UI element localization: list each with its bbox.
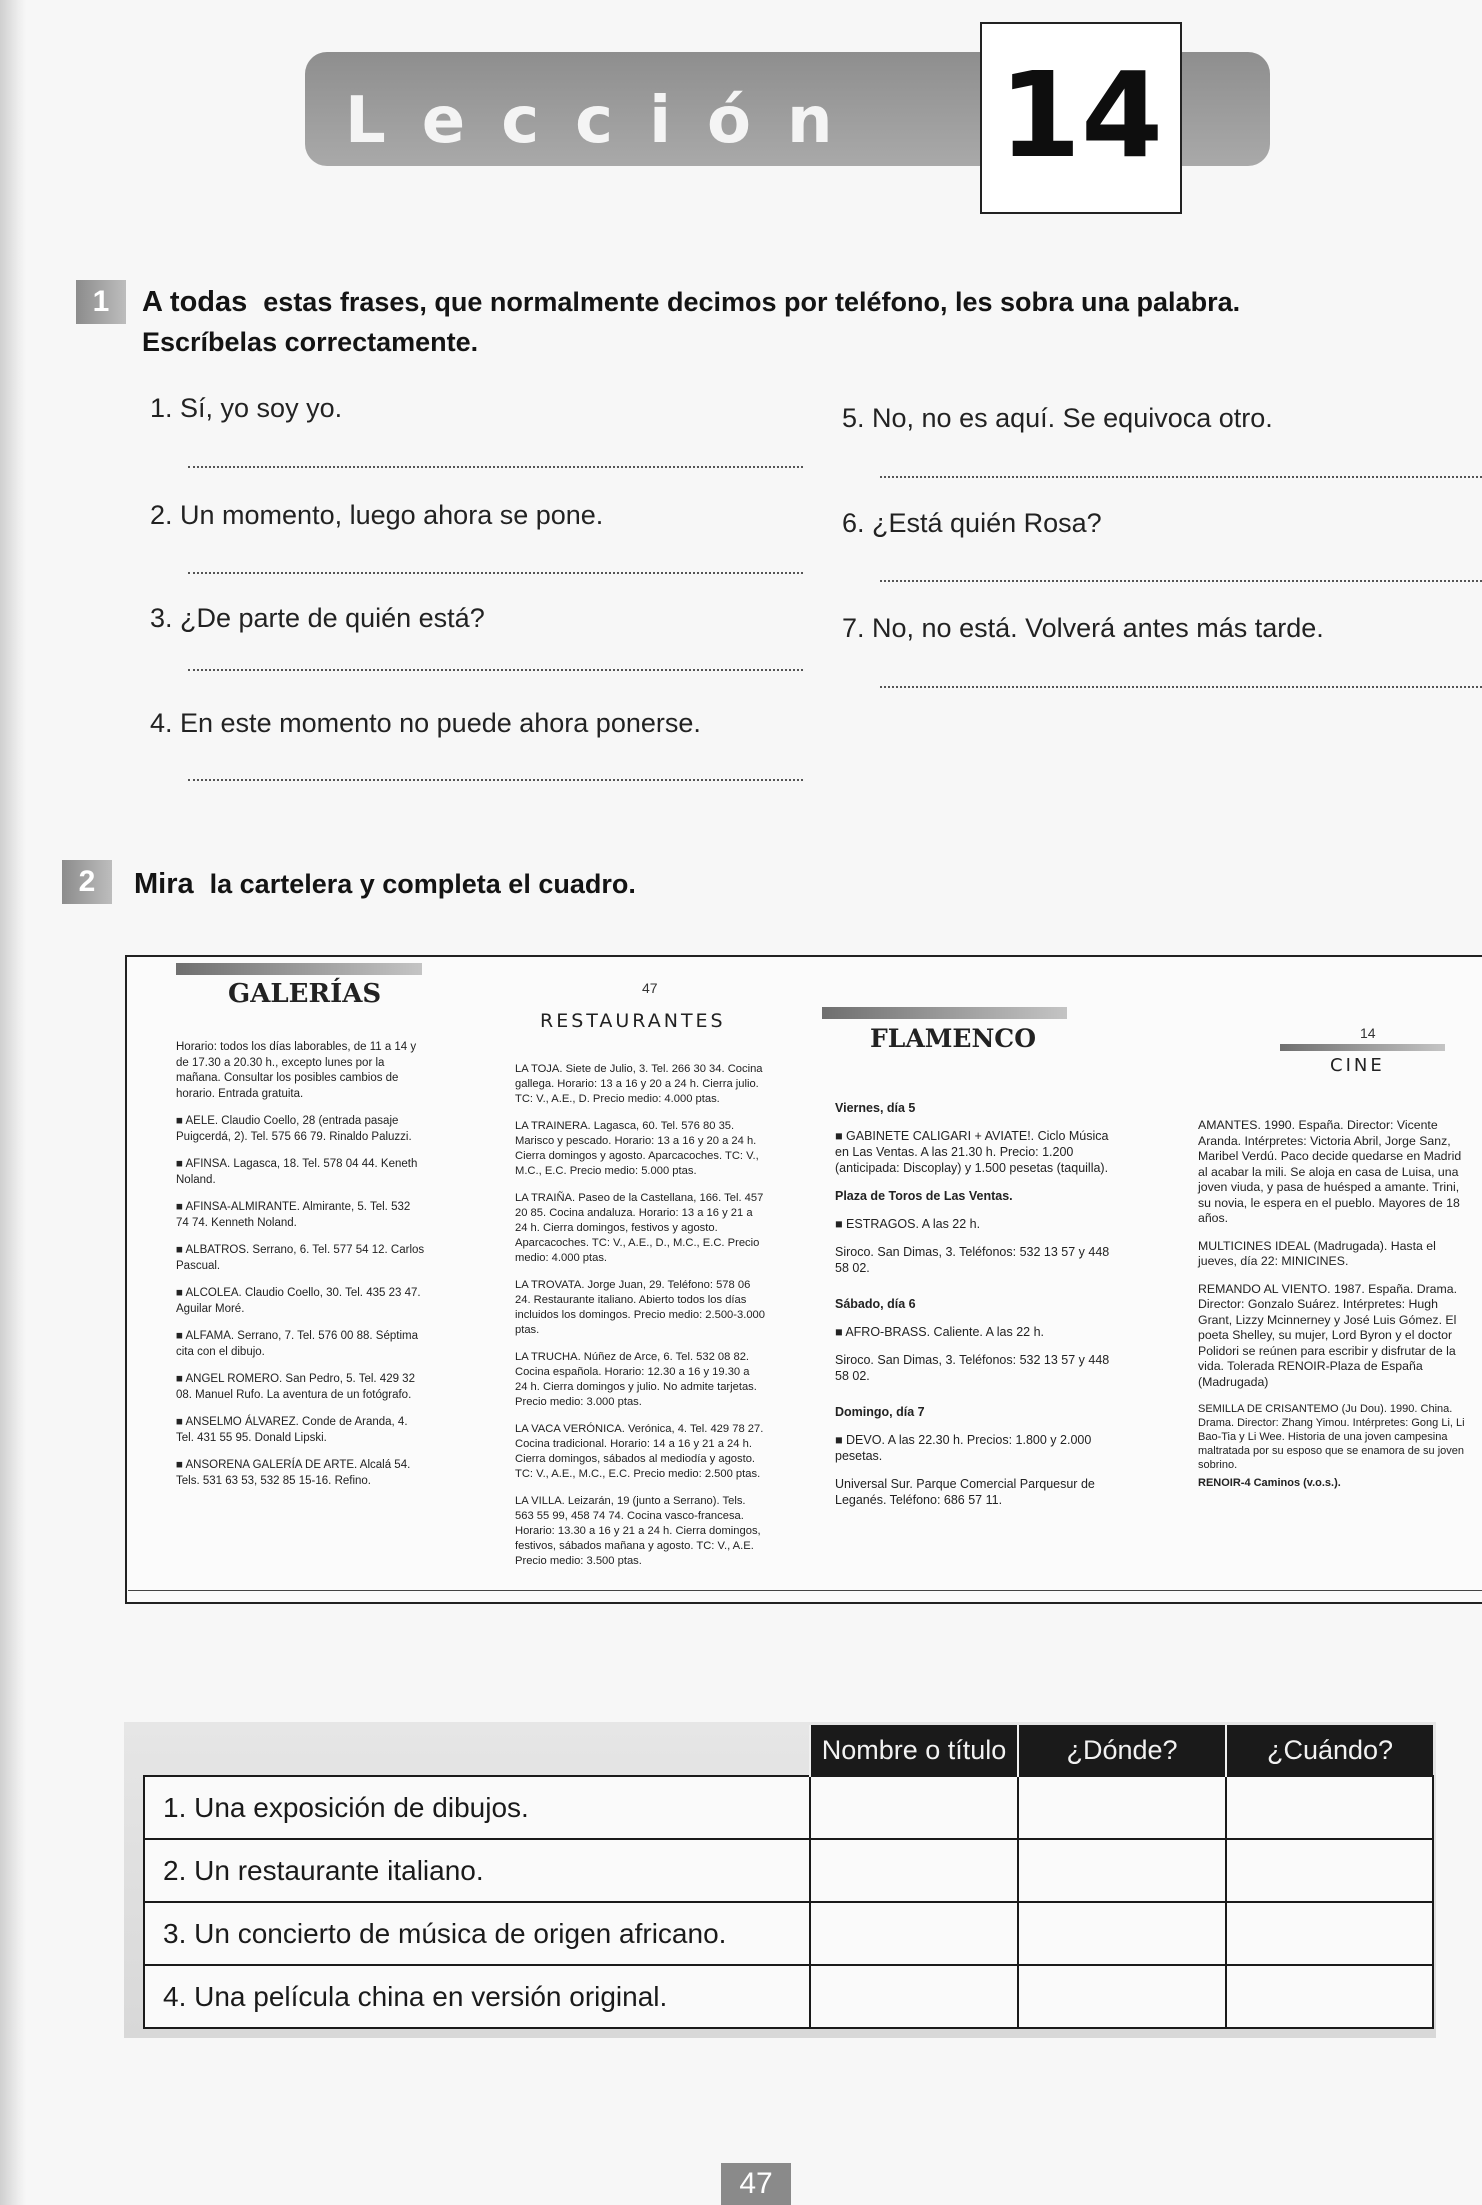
table-corner: [144, 1725, 810, 1776]
flamenco-entry: ■ ESTRAGOS. A las 22 h.: [835, 1217, 981, 1231]
table-row: [144, 1902, 1433, 1965]
galerias-column: [176, 1040, 426, 1501]
flamenco-entry: ■ AFRO-BRASS. Caliente. A las 22 h.: [835, 1325, 1045, 1339]
cine-entry: AMANTES. 1990. España. Director: Vicente Aranda. Intérpretes: Victoria Abril, Jorge Sanz, Maribel Verdú. Paco decide quedarse en Madrid al acabar la mili. Se aloja en casa de Luisa, una joven viuda, y pasa de huésped a amante. Trini, su novia, le espera en el pueblo. Mayores de 18 años.: [1198, 1118, 1462, 1225]
flamenco-column: [835, 1100, 1120, 1520]
exercise-1-text-line1: estas frases, que normalmente decimos por teléfono, les sobra una palabra.: [263, 287, 1241, 317]
flamenco-day: Viernes, día 5: [835, 1101, 916, 1115]
answer-line-4[interactable]: [188, 779, 803, 781]
exercise-1-instruction: [142, 282, 1342, 362]
galerias-entry: ■ AELE. Claudio Coello, 28 (entrada pasaje Puigcerdá, 2). Tel. 575 66 79. Rinaldo Paluzzi.: [176, 1115, 412, 1143]
table-row: [144, 1776, 1433, 1839]
flamenco-entry: ■ DEVO. A las 22.30 h. Precios: 1.800 y 2.000 pesetas.: [835, 1433, 1092, 1463]
lesson-word: Lección: [345, 84, 869, 158]
answer-cell-cuando[interactable]: [1226, 1965, 1433, 2028]
flamenco-venue: Plaza de Toros de Las Ventas.: [835, 1189, 1013, 1203]
restaurante-entry: LA VACA VERÓNICA. Verónica, 4. Tel. 429 78 27. Cocina tradicional. Horario: 14 a 16 y 21 a 24 h. Cierra domingos, sábados al mediodía y agosto. TC: V., A.E., M.C., E.C. Precio medio: 2.500 ptas.: [515, 1423, 764, 1480]
galerias-entry: ■ AFINSA-ALMIRANTE. Almirante, 5. Tel. 532 74 74. Kenneth Noland.: [176, 1201, 411, 1229]
restaurante-entry: LA TROVATA. Jorge Juan, 29. Teléfono: 578 06 24. Restaurante italiano. Abierto todos los días incluidos los domingos. Precio medio: 2.500-3.000 ptas.: [515, 1279, 765, 1336]
restaurante-entry: LA TRUCHA. Núñez de Arce, 6. Tel. 532 08 82. Cocina española. Horario: 12.30 a 16 y 19.30 a 24 h. Cierra domingos y julio. No admite tarjetas. Precio medio: 3.000 ptas.: [515, 1351, 757, 1408]
clipping-bottom-rule: [128, 1590, 1482, 1591]
exercise-1-number: 1: [76, 280, 126, 324]
lesson-number: 14: [998, 46, 1164, 184]
galerias-entry: ■ ANSELMO ÁLVAREZ. Conde de Aranda, 4. Tel. 431 55 95. Donald Lipski.: [176, 1416, 408, 1444]
header-nombre: Nombre o título: [810, 1725, 1018, 1776]
answer-cell-nombre[interactable]: [810, 1839, 1018, 1902]
header-cuando: ¿Cuándo?: [1226, 1725, 1433, 1776]
answer-cell-nombre[interactable]: [810, 1965, 1018, 2028]
flamenco-title: FLAMENCO: [870, 1024, 1036, 1053]
cine-entry: MULTICINES IDEAL (Madrugada). Hasta el jueves, día 22: MINICINES.: [1198, 1238, 1436, 1268]
answer-line-2[interactable]: [188, 572, 803, 574]
answer-line-7[interactable]: [880, 686, 1482, 688]
restaurante-entry: LA TRAINERA. Lagasca, 60. Tel. 576 80 35. Marisco y pescado. Horario: 13 a 16 y 20 a 24 h. Cierra domingos y agosto. Aparcacoches. TC: V., M.C., E.C. Precio medio: 5.000 ptas.: [515, 1120, 759, 1177]
row-label: 4. Una película china en versión original.: [144, 1965, 810, 2028]
galerias-entry: Horario: todos los días laborables, de 11 a 14 y de 17.30 a 20.30 h., excepto lunes por la mañana. Consultar los posibles cambios de horario. Entrada gratuita.: [176, 1041, 417, 1100]
cine-header-bar: [1280, 1044, 1445, 1051]
answer-line-6[interactable]: [880, 580, 1482, 582]
galerias-entry: ■ AFINSA. Lagasca, 18. Tel. 578 04 44. Keneth Noland.: [176, 1158, 418, 1186]
answer-line-1[interactable]: [188, 466, 803, 468]
galerias-entry: ■ ALFAMA. Serrano, 7. Tel. 576 00 88. Séptima cita con el dibujo.: [176, 1330, 418, 1358]
lesson-number-box: [980, 22, 1182, 214]
cine-page-number: 14: [1360, 1025, 1376, 1041]
answer-cell-donde[interactable]: [1018, 1965, 1226, 2028]
galerias-entry: ■ ALCOLEA. Claudio Coello, 30. Tel. 435 23 47. Aguilar Moré.: [176, 1287, 421, 1315]
restaurantes-title: RESTAURANTES: [540, 1010, 726, 1032]
row-label: 3. Un concierto de música de origen africano.: [144, 1902, 810, 1965]
cine-column: [1198, 1118, 1466, 1504]
sentence-6: 6. ¿Está quién Rosa?: [842, 508, 1102, 538]
sentence-4: 4. En este momento no puede ahora ponerse.: [150, 708, 701, 738]
sentence-7: 7. No, no está. Volverá antes más tarde.: [842, 613, 1324, 643]
restaurantes-column: [515, 1062, 765, 1581]
table-row: [144, 1965, 1433, 2028]
exercise-2-lead: Mira: [134, 868, 194, 900]
answer-line-5[interactable]: [880, 476, 1482, 478]
restaurante-entry: LA TRAIÑA. Paseo de la Castellana, 166. Tel. 457 20 85. Cocina andaluza. Horario: 13 a 16 y 21 a 24 h. Cierra domingos, festivos y agosto. Aparcacoches. TC: V., A.E., D., M.C., E.C. Precio medio: 4.000 ptas.: [515, 1192, 764, 1264]
sentence-3: 3. ¿De parte de quién está?: [150, 603, 485, 633]
cine-entry: RENOIR-4 Caminos (v.o.s.).: [1198, 1477, 1341, 1489]
flamenco-venue: Universal Sur. Parque Comercial Parquesur de Leganés. Teléfono: 686 57 11.: [835, 1477, 1095, 1507]
answer-cell-nombre[interactable]: [810, 1902, 1018, 1965]
answer-cell-cuando[interactable]: [1226, 1902, 1433, 1965]
exercise-1-text-line2: Escríbelas correctamente.: [142, 327, 479, 357]
restaurantes-page-number: 47: [642, 980, 658, 996]
flamenco-venue: Siroco. San Dimas, 3. Teléfonos: 532 13 57 y 448 58 02.: [835, 1353, 1110, 1383]
answer-cell-donde[interactable]: [1018, 1776, 1226, 1839]
cine-entry: REMANDO AL VIENTO. 1987. España. Drama. Director: Gonzalo Suárez. Intérpretes: Hugh Grant, Lizzy Mcinnerney y José Luis Gómez. El poeta Shelley, su mujer, Lord Byron y el doctor Polidori se reúnen para escribir y disfrutar de la vida. Tolerada RENOIR-Plaza de España (Madrugada): [1198, 1281, 1458, 1389]
answer-table: [143, 1725, 1434, 2029]
row-label: 2. Un restaurante italiano.: [144, 1839, 810, 1902]
answer-cell-donde[interactable]: [1018, 1839, 1226, 1902]
exercise-2-instruction: [134, 864, 636, 904]
sentence-5: 5. No, no es aquí. Se equivoca otro.: [842, 403, 1273, 433]
restaurante-entry: LA VILLA. Leizarán, 19 (junto a Serrano). Tels. 563 55 99, 458 74 74. Cocina vasco-francesa. Horario: 13.30 a 16 y 21 a 24 h. Cierra domingos, festivos, sábados mañana y agosto. TC: V., A.E. Precio medio: 3.500 ptas.: [515, 1495, 761, 1567]
galerias-title: GALERÍAS: [228, 979, 382, 1009]
sentence-1: 1. Sí, yo soy yo.: [150, 393, 343, 423]
sentence-2: 2. Un momento, luego ahora se pone.: [150, 500, 604, 530]
page-number: 47: [721, 2163, 791, 2205]
flamenco-day: Sábado, día 6: [835, 1297, 916, 1311]
answer-cell-donde[interactable]: [1018, 1902, 1226, 1965]
row-label: 1. Una exposición de dibujos.: [144, 1776, 810, 1839]
table-header-row: [144, 1725, 1433, 1776]
answer-line-3[interactable]: [188, 669, 803, 671]
answer-cell-cuando[interactable]: [1226, 1776, 1433, 1839]
flamenco-venue: Siroco. San Dimas, 3. Teléfonos: 532 13 57 y 448 58 02.: [835, 1245, 1110, 1275]
answer-cell-cuando[interactable]: [1226, 1839, 1433, 1902]
cine-title: CINE: [1330, 1055, 1385, 1076]
exercise-2-text: la cartelera y completa el cuadro.: [209, 869, 636, 899]
cine-entry: SEMILLA DE CRISANTEMO (Ju Dou). 1990. China. Drama. Director: Zhang Yimou. Intérpretes: Gong Li, Li Bao-Tia y Li Wee. Historia de una joven campesina maltratada por su esposo que se enamora de su joven sobrino.: [1198, 1403, 1465, 1471]
flamenco-entry: ■ GABINETE CALIGARI + AVIATE!. Ciclo Música en Las Ventas. A las 21.30 h. Precio: 1.200 (anticipada: Discoplay) y 1.500 pesetas (taquilla).: [835, 1129, 1109, 1175]
restaurante-entry: LA TOJA. Siete de Julio, 3. Tel. 266 30 34. Cocina gallega. Horario: 13 a 16 y 20 a 24 h. Cierra julio. TC: V., A.E., D. Precio medio: 4.000 ptas.: [515, 1063, 763, 1105]
answer-cell-nombre[interactable]: [810, 1776, 1018, 1839]
galerias-entry: ■ ANGEL ROMERO. San Pedro, 5. Tel. 429 32 08. Manuel Rufo. La aventura de un fotógrafo.: [176, 1373, 415, 1401]
flamenco-header-bar: [822, 1007, 1067, 1019]
flamenco-day: Domingo, día 7: [835, 1405, 925, 1419]
galerias-header-bar: [176, 963, 422, 975]
exercise-2-number: 2: [62, 860, 112, 904]
galerias-entry: ■ ALBATROS. Serrano, 6. Tel. 577 54 12. Carlos Pascual.: [176, 1244, 425, 1272]
page-spine-shadow: [0, 0, 26, 2205]
galerias-entry: ■ ANSORENA GALERÍA DE ARTE. Alcalá 54. Tels. 531 63 53, 532 85 15-16. Refino.: [176, 1459, 411, 1487]
header-donde: ¿Dónde?: [1018, 1725, 1226, 1776]
exercise-1-lead: A todas: [142, 286, 248, 318]
table-row: [144, 1839, 1433, 1902]
